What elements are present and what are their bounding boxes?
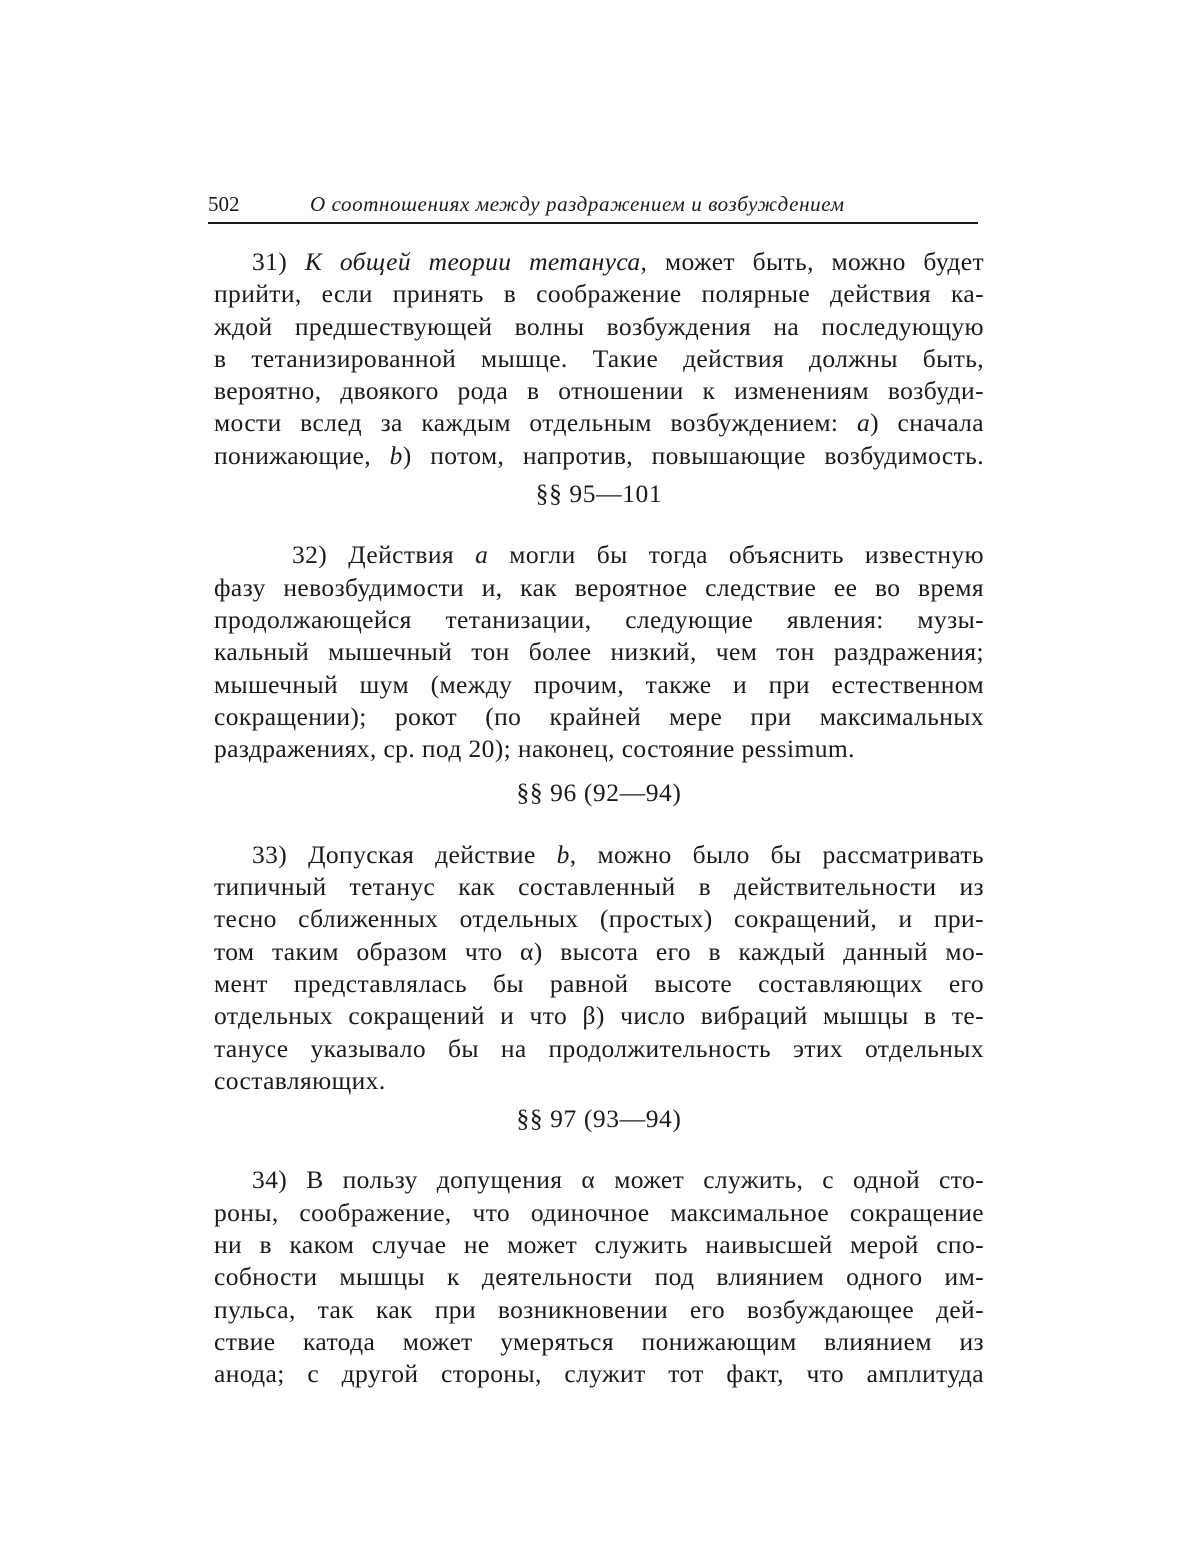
- text-line: раздражениях, ср. под 20); наконец, состояние pessimum.: [214, 734, 855, 764]
- text-line: 33) Допуская действие b, можно было бы рассматривать: [252, 839, 984, 869]
- paragraph-32: [214, 539, 984, 765]
- text-line: мости вслед за каждым отдельным возбуждением: a) сначала: [214, 408, 984, 438]
- section-reference: §§ 95—101: [535, 479, 663, 509]
- text-line: прийти, если принять в соображение полярные действия ка-: [214, 279, 984, 309]
- text-line: ни в каком случае не может служить наивысшей мерой спо-: [214, 1230, 984, 1260]
- text-line: танусе указывало бы на продолжительность этих отдельных: [214, 1033, 984, 1063]
- text-line: ждой предшествующей волны возбуждения на последующую: [214, 311, 984, 341]
- text-line: тесно сближенных отдельных (простых) сокращений, и при-: [214, 904, 984, 934]
- text-line: ствие катода может умеряться понижающим влиянием из: [214, 1326, 984, 1356]
- text-line: роны, соображение, что одиночное максимальное сокращение: [214, 1197, 984, 1227]
- paragraph-34: [214, 1164, 984, 1390]
- section-reference: §§ 97 (93—94): [516, 1104, 682, 1134]
- text-line: 31) К общей теории тетануса, может быть, можно будет: [252, 247, 985, 276]
- text-line: 32) Действия a могли бы тогда объяснить известную: [292, 540, 984, 570]
- text-line: сокращении); рокот (по крайней мере при максимальных: [214, 701, 984, 731]
- text-line: типичный тетанус как составленный в действительности из: [214, 872, 984, 902]
- text-line: анода; с другой стороны, служит тот факт, что амплитуда: [214, 1359, 984, 1389]
- text-line: пульса, так как при возникновении его возбуждающее дей-: [214, 1294, 984, 1324]
- section-reference: §§ 96 (92—94): [516, 778, 682, 808]
- body-text: [214, 246, 984, 1391]
- text-line: собности мышцы к деятельности под влиянием одного им-: [214, 1262, 984, 1292]
- text-line: кальный мышечный тон более низкий, чем тон раздражения;: [214, 637, 984, 667]
- paragraph-33: [214, 839, 984, 1097]
- text-line: понижающие, b) потом, напротив, повышающие возбудимость.: [214, 440, 984, 470]
- text-line: мышечный шум (между прочим, также и при естественном: [214, 669, 984, 699]
- text-line: том таким образом что α) высота его в каждый данный мо-: [214, 936, 984, 966]
- paragraph-31: [214, 246, 984, 472]
- page-header: [208, 190, 978, 224]
- text-line: составляющих.: [214, 1065, 386, 1095]
- text-line: продолжающейся тетанизации, следующие явления: музы-: [214, 604, 984, 634]
- text-line: мент представлялась бы равной высоте составляющих его: [214, 968, 984, 998]
- text-line: вероятно, двоякого рода в отношении к изменениям возбуди-: [214, 376, 984, 406]
- text-line: в тетанизированной мышце. Такие действия должны быть,: [214, 343, 984, 373]
- text-line: 34) В пользу допущения α может служить, с одной сто-: [252, 1165, 984, 1195]
- running-title: О соотношениях между раздражением и возбуждением: [310, 192, 845, 216]
- text-line: фазу невозбудимости и, как вероятное следствие ее во время: [214, 572, 984, 602]
- page-number: 502: [208, 192, 240, 216]
- text-line: отдельных сокращений и что β) число вибраций мышцы в те-: [214, 1001, 984, 1031]
